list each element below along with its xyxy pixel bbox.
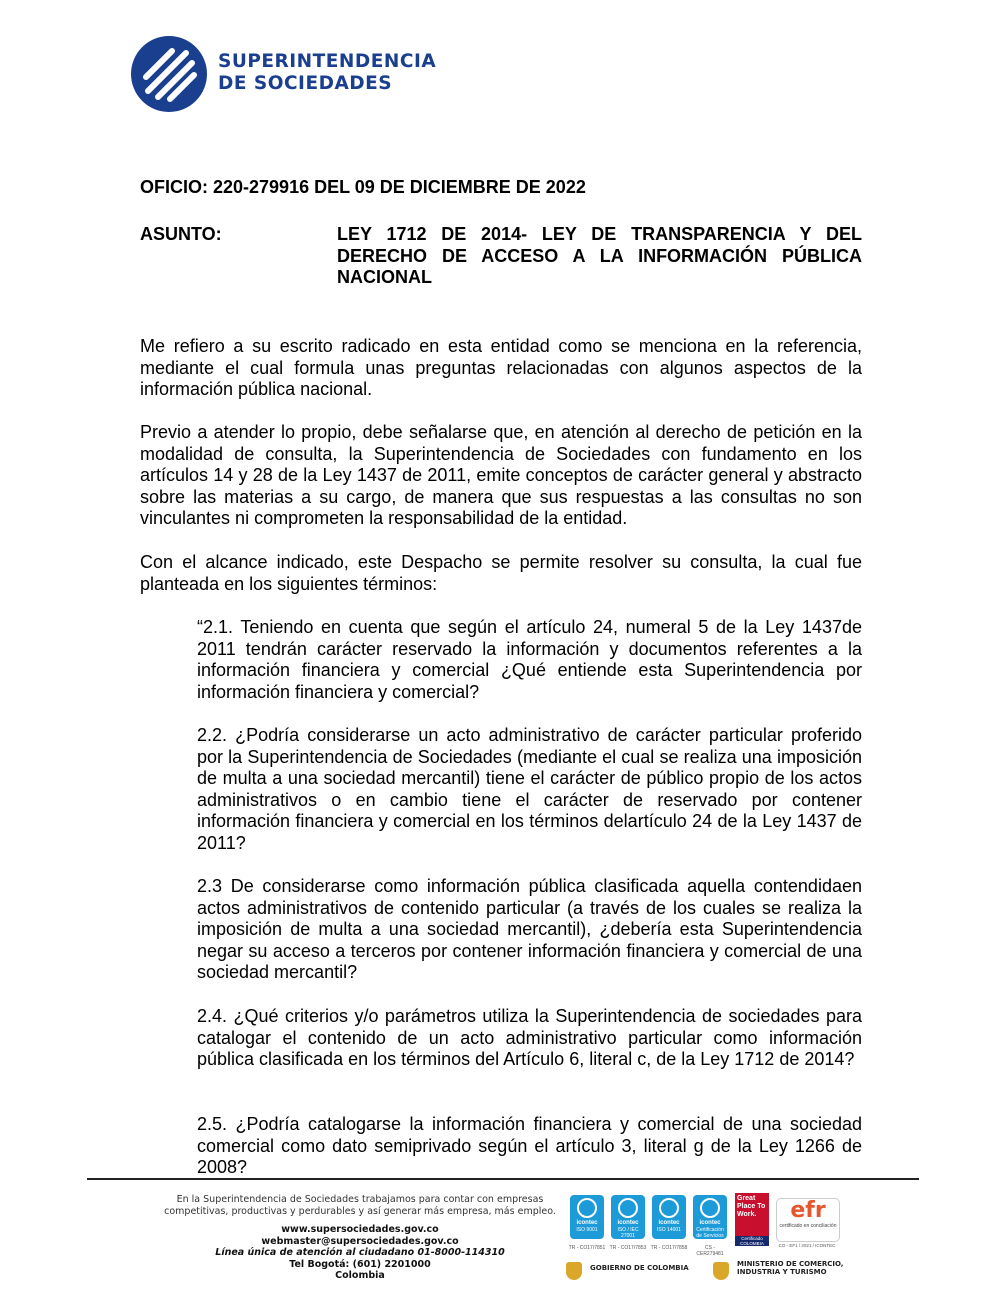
footer-phone: Tel Bogotá: (601) 2201000 [289,1258,431,1270]
cert-label: icontec [617,1220,639,1226]
footer-slogan-1: En la Superintendencia de Sociedades trabajamos para contar con empresas [176,1194,544,1205]
icontec-iso27001-icon [611,1195,645,1239]
question-2-3: 2.3 De considerarse como información pública clasificada aquella contendidaen actos administrativos de contenido particular (a través de los cuales se realiza la imposición de multa a una sociedad mercantil), ¿debería esta Superintendencia negar su acceso a terceros por contener información financiera y comercial de una sociedad mercantil? [197,876,862,983]
superintendencia-logo [130,35,460,115]
icontec-servicios-icon [693,1195,727,1239]
question-2-5: 2.5. ¿Podría catalogarse la información financiera y comercial de una sociedad comercial como dato semiprivado según el artículo 3, literal g de la Ley 1266 de 2008? [197,1114,862,1178]
paragraph-intro: Me refiero a su escrito radicado en esta entidad como se menciona en la referencia, mediante el cual formula unas preguntas relacionadas con algunos aspectos de la información pública nacional. [140,336,862,400]
footer-contact [160,1194,560,1282]
cert-code: TR - CO17/7858 [650,1245,688,1251]
icontec-iso14001-icon [652,1195,686,1239]
cert-sub: Certificación de Servicios [696,1227,724,1239]
logo-line-2: DE SOCIEDADES [218,73,393,94]
colombia-crest-icon [713,1262,729,1280]
efr-badge [776,1198,840,1242]
question-2-2: 2.2. ¿Podría considerarse un acto administrativo de carácter particular proferido por la Superintendencia de Sociedades (mediante el cual se realiza una imposición de multa a una sociedad mercantil) tiene el carácter de público propio de los actos administrativos o en cambio tiene el carácter de reservado por contener información financiera y comercial en los términos delartículo 24 de la Ley 1437 de 2011? [197,725,862,853]
mincomercio-line-1: MINISTERIO DE COMERCIO, [737,1260,844,1268]
cert-sub: ISO 9001 [576,1227,598,1233]
footer-country: Colombia [335,1270,385,1281]
oficio-title: OFICIO: 220-279916 DEL 09 DE DICIEMBRE DE 2022 [140,177,586,197]
mincomercio-label [737,1260,843,1276]
question-2-1: “2.1. Teniendo en cuenta que según el artículo 24, numeral 5 de la Ley 1437de 2011 tendrán carácter reservado la información y documentos referentes a la información financiera y comercial ¿Qué entiende esta Superintendencia por información financiera y comercial? [197,617,862,702]
asunto-label: ASUNTO: [140,224,222,244]
cert-code: TR - CO17/7851 [568,1245,606,1251]
footer-slogan-2: competitivas, productivas y perdurables y así generar más empresa, más empleo. [164,1206,556,1217]
gov-label: GOBIERNO DE COLOMBIA [590,1264,689,1272]
logo-wordmark [218,51,436,95]
mincomercio-logo [713,1260,853,1284]
paragraph-alcance: Con el alcance indicado, este Despacho se permite resolver su consulta, la cual fue planteada en los siguientes términos: [140,552,862,594]
cert-label: icontec [699,1220,721,1226]
gobierno-colombia-logo [566,1260,696,1284]
footer-divider [87,1178,919,1180]
question-2-4: 2.4. ¿Qué criterios y/o parámetros utiliza la Superintendencia de sociedades para catalogar el contenido de un acto administrativo particular como información pública clasificada en los términos del Artículo 6, literal c, de la Ley 1712 de 2014? [197,1006,862,1070]
gptw-sub: Certificado COLOMBIA [735,1236,769,1246]
paragraph-previo: Previo a atender lo propio, debe señalarse que, en atención al derecho de petición en la modalidad de consulta, la Superintendencia de Sociedades con fundamento en los artículos 14 y 28 de la Ley 1437 de 2011, emite conceptos de carácter general y abstracto sobre las materias a su cargo, de manera que sus respuestas a las consultas no son vinculantes ni comprometen la responsabilidad de la entidad. [140,422,862,529]
cert-label: icontec [658,1220,680,1226]
cert-sub: ISO / IEC 27001 [617,1227,639,1239]
efr-logo: efr [790,1198,826,1223]
great-place-to-work-badge: Great Place To Work. [735,1193,769,1245]
footer-website-link[interactable]: www.supersociedades.gov.co [281,1224,439,1235]
footer-hotline: Línea única de atención al ciudadano 01-8000-114310 [215,1247,505,1258]
cert-code: CS - CER279481 [696,1245,724,1257]
logo-emblem-icon [130,35,208,113]
logo-line-1: SUPERINTENDENCIA [218,51,437,72]
efr-code: CO - EF1 / 2021 / ICONTEC [778,1243,836,1248]
asunto-text: LEY 1712 DE 2014- LEY DE TRANSPARENCIA Y DEL DERECHO DE ACCESO A LA INFORMACIÓN PÚBLICA NACIONAL [337,224,862,288]
cert-sub: ISO 14001 [657,1227,681,1233]
mincomercio-line-2: INDUSTRIA Y TURISMO [737,1268,827,1276]
footer-email-link[interactable]: webmaster@supersociedades.gov.co [261,1235,459,1247]
cert-code: TR - CO17/7853 [609,1245,647,1251]
colombia-crest-icon [566,1262,582,1280]
icontec-iso9001-icon [570,1195,604,1239]
efr-sub: certificado en conciliación [779,1223,837,1229]
cert-label: icontec [576,1220,598,1226]
